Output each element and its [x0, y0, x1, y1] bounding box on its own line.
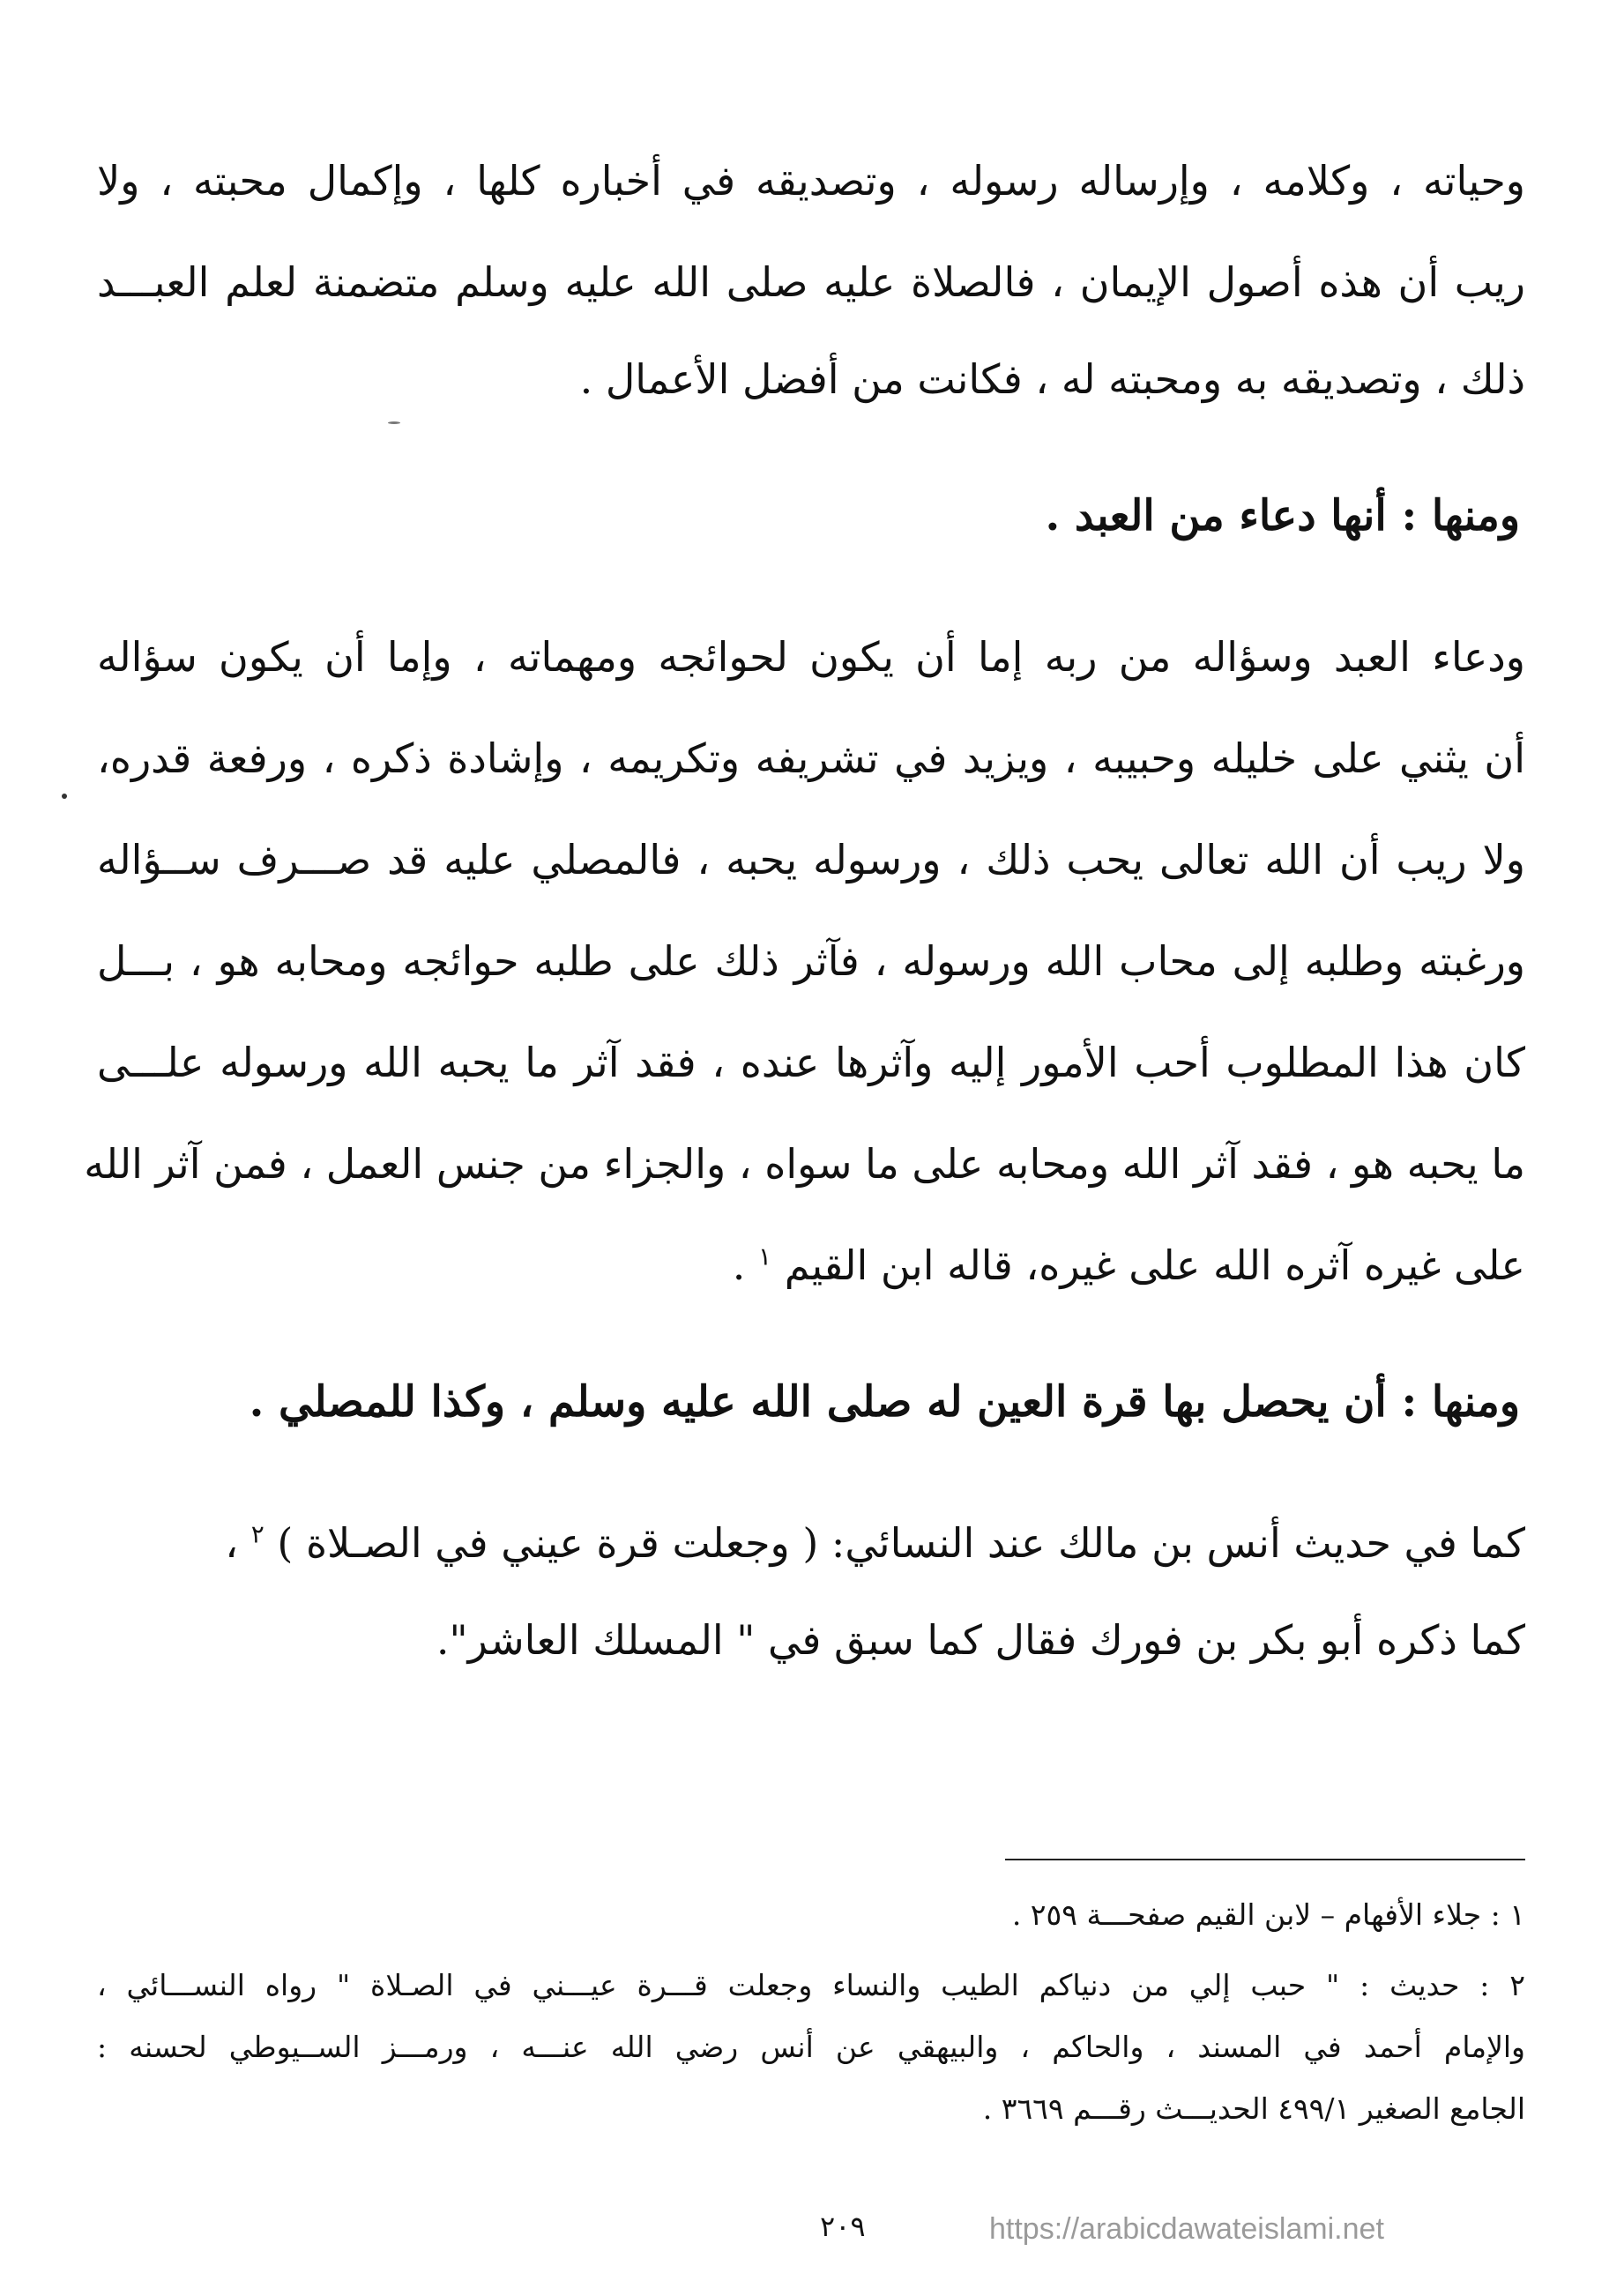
page-number: ٢٠٩: [820, 2210, 866, 2243]
body-line: [97, 1517, 1525, 1569]
body-line: ما يحبه هو ، فقد آثر الله ومحابه على ما سواه ، والجزاء من جنس العمل ، فمن آثر الله: [84, 1140, 1525, 1188]
footnote: الجامع الصغير ٤٩٩/١ الحديـــث رقـــم ٣٦٦٩ .: [982, 2091, 1525, 2126]
body-line: ذلك ، وتصديقه به ومحبته له ، فكانت من أفضل الأعمال .: [579, 355, 1525, 403]
body-text: .: [732, 1241, 746, 1289]
footnote-separator: [1005, 1859, 1525, 1860]
body-line: أن يثني على خليله وحبيبه ، ويزيد في تشريفه وتكريمه ، وإشادة ذكره ، ورفعة قدره،: [97, 734, 1525, 782]
body-line: كان هذا المطلوب أحب الأمور إليه وآثرها عنده ، فقد آثر ما يحبه الله ورسوله علـــى: [97, 1039, 1525, 1086]
footnote: والإمام أحمد في المسند ، والحاكم ، والبيهقي عن أنس رضي الله عنـــه ، ورمـــز الســيوطي لحسنه :: [97, 2030, 1525, 2064]
body-line: ودعاء العبد وسؤاله من ربه إما أن يكون لحوائجه ومهماته ، وإما أن يكون سؤاله: [97, 633, 1525, 681]
scan-speck: [388, 421, 400, 424]
footnote-ref: ١: [758, 1241, 772, 1271]
body-text: ،: [225, 1519, 239, 1567]
footnote: ٢ : حديث : " حبب إلي من دنياكم الطيب والنساء وجعلت قـــرة عيـــني في الصـلاة " رواه النســـائي ،: [97, 1968, 1525, 2002]
body-text: كما في حديث أنس بن مالك عند النسائي: ( وجعلت قرة عيني في الصـلاة ): [277, 1519, 1525, 1567]
body-line: ولا ريب أن الله تعالى يحب ذلك ، ورسوله يحبه ، فالمصلي عليه قد صـــرف ســؤاله: [97, 836, 1525, 883]
section-heading: ومنها : أنها دعاء من العبد .: [1045, 491, 1520, 540]
body-line: وحياته ، وكلامه ، وإرساله رسوله ، وتصديقه في أخباره كلها ، وإكمال محبته ، ولا: [97, 157, 1525, 205]
body-line: ورغبته وطلبه إلى محاب الله ورسوله ، فآثر ذلك على طلبه حوائجه ومحابه هو ، بـــل: [97, 937, 1525, 985]
body-line: ريب أن هذه أصول الإيمان ، فالصلاة عليه صلى الله عليه وسلم متضمنة لعلم العبـــد: [97, 258, 1525, 306]
section-heading: ومنها : أن يحصل بها قرة العين له صلى الله عليه وسلم ، وكذا للمصلي .: [249, 1377, 1520, 1427]
footnote-ref: ٢: [250, 1519, 264, 1549]
watermark-url: https://arabicdawateislami.net: [989, 2212, 1384, 2246]
footnote: ١ : جلاء الأفهام – لابن القيم صفحـــة ٢٥٩ .: [1011, 1897, 1525, 1932]
body-text: على غيره آثره الله على غيره، قاله ابن القيم: [784, 1241, 1525, 1289]
body-line: [97, 1239, 1525, 1292]
scan-speck: [62, 794, 67, 799]
body-line: كما ذكره أبو بكر بن فورك فقال كما سبق في " المسلك العاشر".: [436, 1616, 1525, 1664]
